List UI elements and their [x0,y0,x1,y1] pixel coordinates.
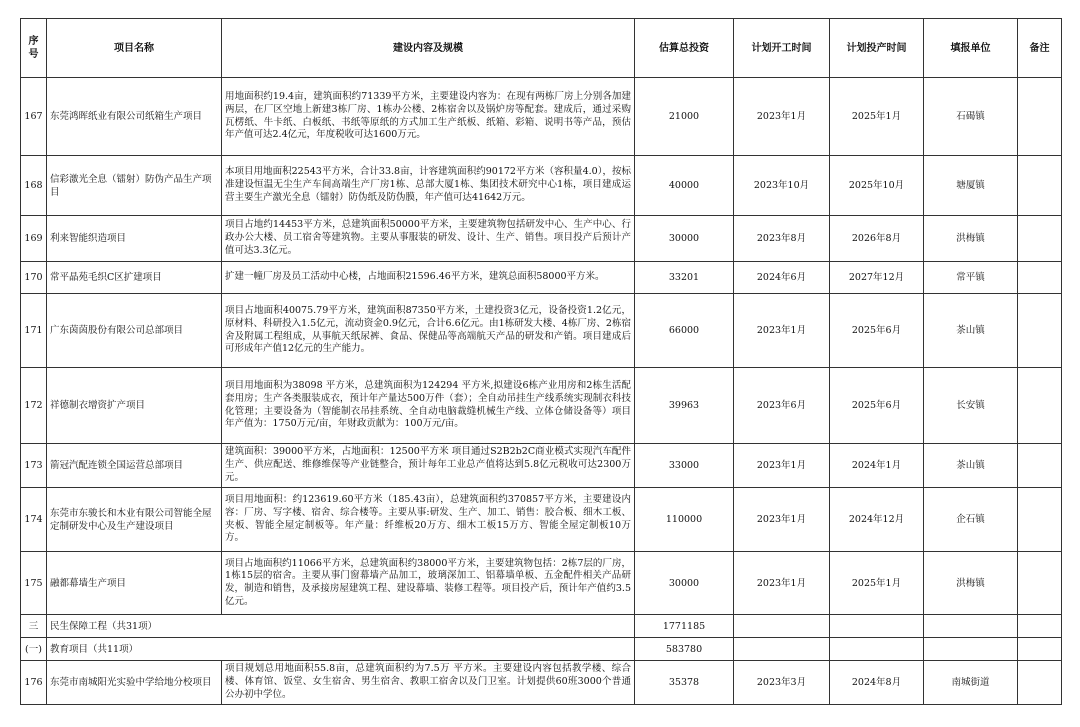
subsection-row [21,638,1062,661]
table-row [21,444,1062,488]
table-row [21,368,1062,444]
cell-name: 箭冠汽配连锁全国运营总部项目 [47,444,222,488]
cell-remark [1018,368,1062,444]
cell-remark [1018,488,1062,552]
cell-start: 2023年3月 [734,661,830,705]
header-unit: 填报单位 [924,19,1018,78]
empty-cell [924,638,1018,661]
cell-content: 建筑面积：39000平方米，占地面积：12500平方米 项目通过S2B2b2C商业模式实现汽车配件生产、供应配送、维修维保等产业链整合，预计每年工业总产值将达到5.8亿元税收可达2300万元。 [222,444,635,488]
subsection-name: 教育项目（共11项） [47,638,635,661]
cell-content: 项目占地面积40075.79平方米，建筑面积87350平方米，土建投资3亿元，设备投资1.2亿元，原材料、科研投入1.5亿元，流动资金0.9亿元，合计6.6亿元。由1栋研发大楼、4栋厂房、2栋宿舍及附属工程组成，从事航天纸尿裤、食品、保健品等高端航天产品的研发和产销。项目建成后可形成年产值12亿元的生产能力。 [222,294,635,368]
cell-start: 2023年1月 [734,444,830,488]
cell-start: 2023年1月 [734,294,830,368]
cell-name: 祥德制衣增资扩产项目 [47,368,222,444]
cell-remark [1018,262,1062,294]
section-row [21,615,1062,638]
table-row [21,216,1062,262]
cell-investment: 33000 [635,444,734,488]
cell-production: 2025年10月 [830,156,924,216]
cell-seq: 176 [21,661,47,705]
cell-seq: 173 [21,444,47,488]
table-row [21,488,1062,552]
cell-seq: 167 [21,78,47,156]
subsection-investment: 583780 [635,638,734,661]
cell-unit: 常平镇 [924,262,1018,294]
cell-seq: 175 [21,552,47,615]
cell-production: 2025年6月 [830,294,924,368]
cell-investment: 30000 [635,552,734,615]
cell-start: 2023年10月 [734,156,830,216]
header-seq: 序号 [21,19,47,78]
cell-unit: 洪梅镇 [924,552,1018,615]
cell-name: 信彩激光全息（镭射）防伪产品生产项目 [47,156,222,216]
header-row [21,19,1062,78]
cell-seq: 172 [21,368,47,444]
cell-remark [1018,78,1062,156]
cell-seq: 169 [21,216,47,262]
table-row [21,262,1062,294]
header-name: 项目名称 [47,19,222,78]
section-investment: 1771185 [635,615,734,638]
cell-content: 项目用地面积：约123619.60平方米（185.43亩），总建筑面积约370857平方米，主要建设内容：厂房、写字楼、宿舍、综合楼等。主要从事:研发、生产、加工、销售：胶合板、细木工板、夹板、智能全屋定制板等。年产量：纤维板20万方、细木工板15万方、智能全屋定制板10万方。 [222,488,635,552]
cell-content: 项目占地面积约11066平方米，总建筑面积约38000平方米，主要建筑物包括：2栋7层的厂房，1栋15层的宿舍。主要从事门窗幕墙产品加工，玻璃深加工、铝幕墙单板、五金配件相关产品研发，制造和销售，及承接房屋建筑工程、建设幕墙、装修工程等。项目投产后，预计年产值约3.5亿元。 [222,552,635,615]
header-content: 建设内容及规模 [222,19,635,78]
cell-investment: 33201 [635,262,734,294]
cell-start: 2023年1月 [734,488,830,552]
cell-start: 2023年6月 [734,368,830,444]
cell-content: 项目占地约14453平方米，总建筑面积50000平方米，主要建筑物包括研发中心、生产中心、行政办公大楼、员工宿舍等建筑物。主要从事服装的研发、设计、生产、销售。项目投产后预计产值可达3.3亿元。 [222,216,635,262]
cell-unit: 长安镇 [924,368,1018,444]
cell-investment: 66000 [635,294,734,368]
empty-cell [1018,638,1062,661]
cell-production: 2026年8月 [830,216,924,262]
table-row [21,294,1062,368]
cell-content: 扩建一幢厂房及员工活动中心楼，占地面积21596.46平方米，建筑总面积58000平方米。 [222,262,635,294]
header-start: 计划开工时间 [734,19,830,78]
cell-unit: 石碣镇 [924,78,1018,156]
cell-content: 项目用地面积为38098 平方米，总建筑面积为124294 平方米,拟建设6栋产业用房和2栋生活配套用房；生产各类服装成衣，预计年产量达500万件（套）；全自动吊挂生产线系统实现制衣科技化管理；主要设备为（智能制衣吊挂系统、全自动电脑裁缝机械生产线、立体仓储设备等）项目年产值为：1750万元/亩，年财政贡献为：100万元/亩。 [222,368,635,444]
cell-production: 2024年1月 [830,444,924,488]
cell-investment: 35378 [635,661,734,705]
empty-cell [830,615,924,638]
header-remark: 备注 [1018,19,1062,78]
cell-production: 2025年1月 [830,552,924,615]
cell-seq: 168 [21,156,47,216]
cell-name: 东莞市东骏长和木业有限公司智能全屋定制研发中心及生产建设项目 [47,488,222,552]
cell-remark [1018,552,1062,615]
cell-content: 项目规划总用地面积55.8亩，总建筑面积约为7.5万 平方米。主要建设内容包括教学楼、综合楼、体育馆、饭堂、女生宿舍、男生宿舍、教职工宿舍以及门卫室。计划提供60班3000个普通公办初中学位。 [222,661,635,705]
project-table [20,18,1062,705]
cell-production: 2024年12月 [830,488,924,552]
section-seq: 三 [21,615,47,638]
cell-investment: 39963 [635,368,734,444]
cell-start: 2023年1月 [734,78,830,156]
cell-content: 用地面积约19.4亩，建筑面积约71339平方米，主要建设内容为：在现有两栋厂房上分别各加建两层，在厂区空地上新建3栋厂房、1栋办公楼、2栋宿舍以及锅炉房等配套。建成后，通过采购瓦楞纸、牛卡纸、白板纸、书纸等原纸的方式加工生产纸板、纸箱、彩箱、说明书等产品，预估年产值可达2.4亿元，年度税收可达1600万元。 [222,78,635,156]
cell-investment: 30000 [635,216,734,262]
cell-remark [1018,294,1062,368]
cell-production: 2025年6月 [830,368,924,444]
empty-cell [734,615,830,638]
cell-content: 本项目用地面积22543平方米，合计33.8亩，计容建筑面积约90172平方米（容积量4.0），按标准建设恒温无尘生产车间高端生产厂房1栋、总部大厦1栋、集团技术研究中心1栋，项目建成运营主要生产激光全息（镭射）防伪纸及防伪膜，年产值可达41642万元。 [222,156,635,216]
cell-unit: 南城街道 [924,661,1018,705]
table-row [21,661,1062,705]
empty-cell [924,615,1018,638]
cell-unit: 塘厦镇 [924,156,1018,216]
table-row [21,78,1062,156]
cell-name: 利来智能织造项目 [47,216,222,262]
empty-cell [830,638,924,661]
cell-remark [1018,661,1062,705]
cell-production: 2024年8月 [830,661,924,705]
table-row [21,156,1062,216]
cell-start: 2023年8月 [734,216,830,262]
cell-name: 东莞鸿晖纸业有限公司纸箱生产项目 [47,78,222,156]
cell-name: 常平晶苑毛织C区扩建项目 [47,262,222,294]
empty-cell [1018,615,1062,638]
table-row [21,552,1062,615]
cell-name: 融都幕墙生产项目 [47,552,222,615]
cell-unit: 企石镇 [924,488,1018,552]
cell-start: 2023年1月 [734,552,830,615]
cell-unit: 洪梅镇 [924,216,1018,262]
cell-unit: 茶山镇 [924,294,1018,368]
cell-name: 东莞市南城阳光实验中学给地分校项目 [47,661,222,705]
cell-seq: 174 [21,488,47,552]
section-name: 民生保障工程（共31项） [47,615,635,638]
cell-seq: 170 [21,262,47,294]
cell-remark [1018,444,1062,488]
empty-cell [734,638,830,661]
cell-unit: 茶山镇 [924,444,1018,488]
cell-investment: 110000 [635,488,734,552]
cell-investment: 40000 [635,156,734,216]
header-production: 计划投产时间 [830,19,924,78]
cell-investment: 21000 [635,78,734,156]
header-investment: 估算总投资 [635,19,734,78]
cell-production: 2027年12月 [830,262,924,294]
cell-name: 广东茵茵股份有限公司总部项目 [47,294,222,368]
cell-start: 2024年6月 [734,262,830,294]
cell-remark [1018,216,1062,262]
cell-production: 2025年1月 [830,78,924,156]
subsection-seq: (一) [21,638,47,661]
cell-seq: 171 [21,294,47,368]
cell-remark [1018,156,1062,216]
